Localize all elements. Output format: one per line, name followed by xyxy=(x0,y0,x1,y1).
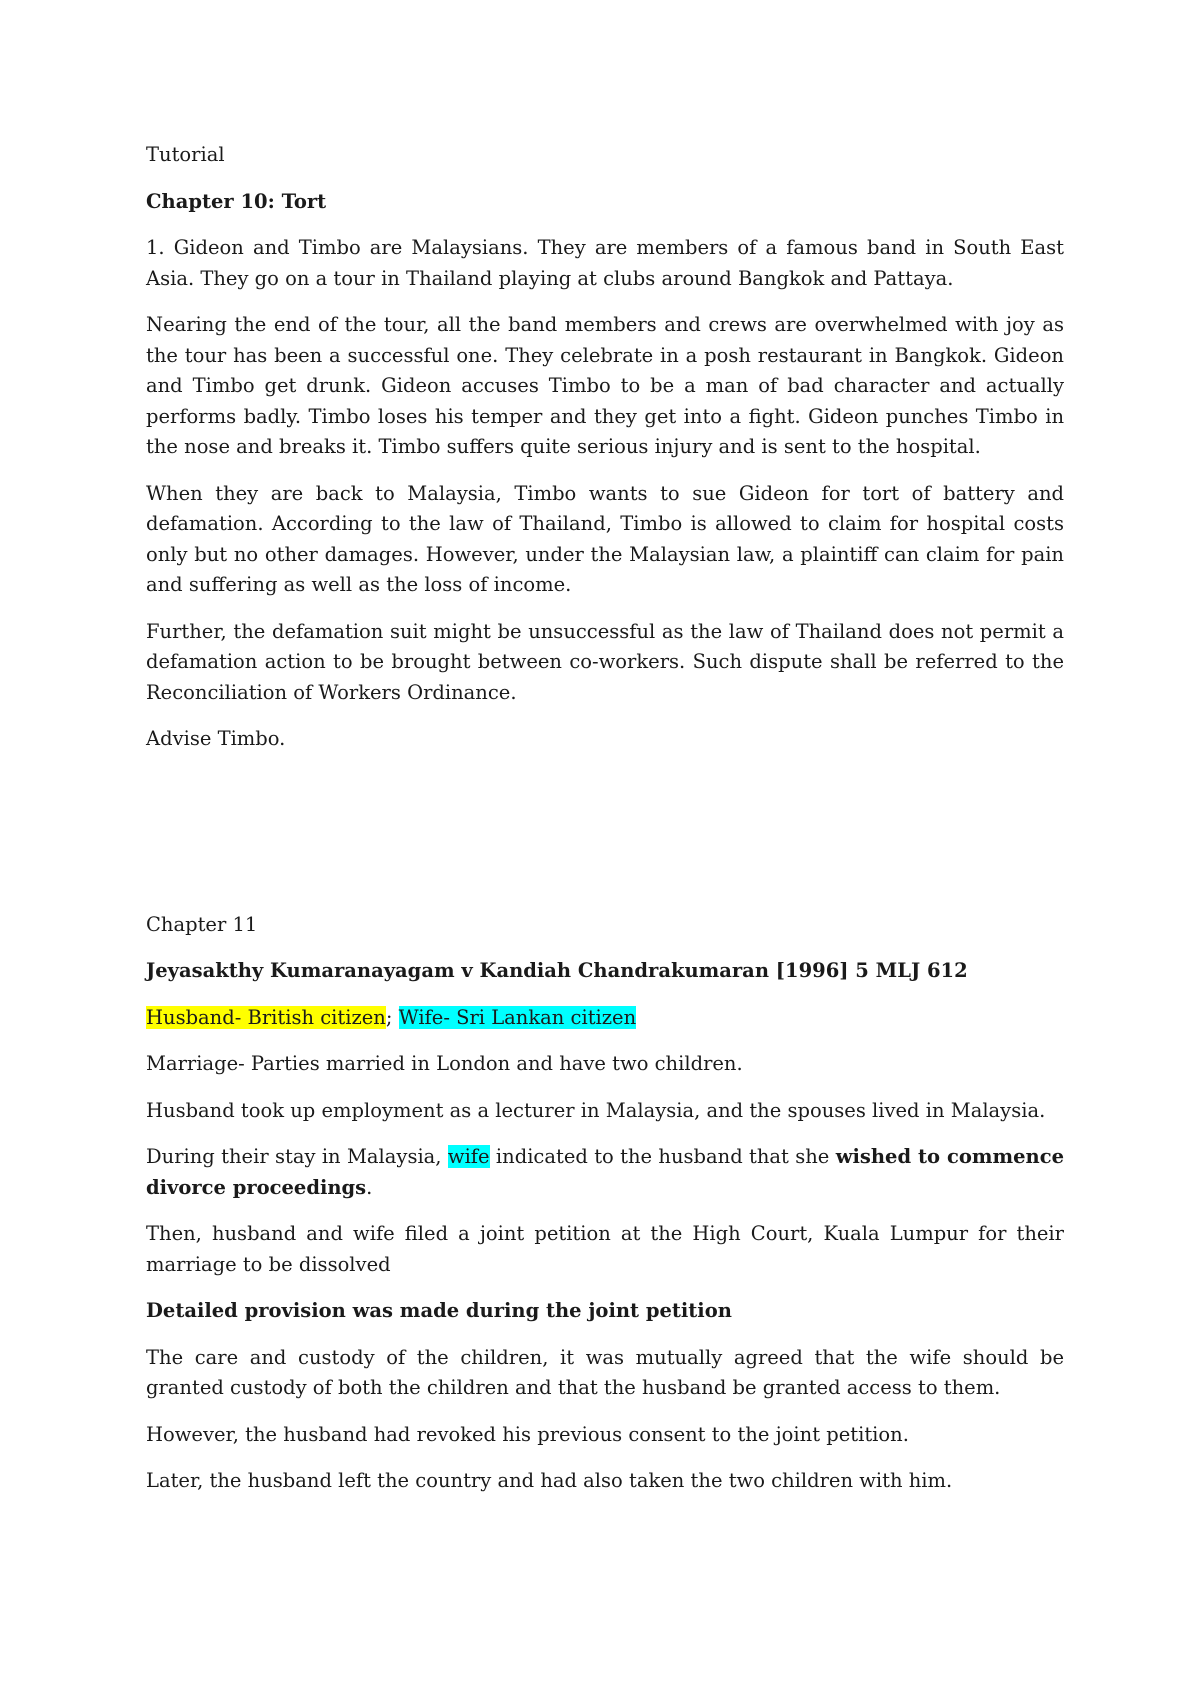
divorce-intent-middle: indicated to the husband that she xyxy=(495,1145,830,1168)
provision-heading: Detailed provision was made during the joint petition xyxy=(146,1299,732,1322)
chapter-11-heading: Chapter 11 xyxy=(146,912,258,936)
divorce-intent-prefix: During their stay in Malaysia, xyxy=(146,1145,442,1168)
parties-line xyxy=(146,1003,1064,1034)
marriage-fact: Marriage- Parties married in London and have two children. xyxy=(146,1052,743,1075)
employment-fact: Husband took up employment as a lecturer in Malaysia, and the spouses lived in Malaysia. xyxy=(146,1098,1046,1122)
section-gap xyxy=(146,771,1064,910)
joint-petition-fact: Then, husband and wife filed a joint petition at the High Court, Kuala Lumpur for their marriage to be dissolved xyxy=(146,1222,1064,1276)
tutorial-heading: Tutorial xyxy=(146,143,225,166)
chapter-10-title: Chapter 10: Tort xyxy=(146,189,327,213)
custody-fact: The care and custody of the children, it was mutually agreed that the wife should be granted custody of both the children and that the husband be granted access to them. xyxy=(146,1345,1064,1399)
left-country-fact: Later, the husband left the country and had also taken the two children with him. xyxy=(146,1469,953,1492)
wife-highlight: wife xyxy=(447,1145,490,1168)
divorce-intent-bold: wished to commence divorce proceedings xyxy=(146,1145,1064,1199)
case-title: Jeyasakthy Kumaranayagam v Kandiah Chandrakumaran [1996] 5 MLJ 612 xyxy=(146,959,968,982)
question-1-paragraph-4: Further, the defamation suit might be unsuccessful as the law of Thailand does not permit a defamation action to be brought between co-workers. Such dispute shall be referred to the Reconciliation of Workers Ordinance. xyxy=(146,619,1064,704)
revoked-consent-fact: However, the husband had revoked his previous consent to the joint petition. xyxy=(146,1422,909,1446)
question-1-paragraph-2: Nearing the end of the tour, all the band members and crews are overwhelmed with joy as the tour has been a successful one. They celebrate in a posh restaurant in Bangkok. Gideon and Timbo get drunk. Gideon accuses Timbo to be a man of bad character and actually performs badly. Timbo loses his temper and they get into a fight. Gideon punches Timbo in the nose and breaks it. Timbo suffers quite serious injury and is sent to the hospital. xyxy=(146,313,1064,458)
divorce-intent-paragraph xyxy=(146,1142,1064,1203)
divorce-intent-end: . xyxy=(366,1175,373,1199)
question-1-paragraph-1: 1. Gideon and Timbo are Malaysians. They are members of a famous band in South East Asia. They go on a tour in Thailand playing at clubs around Bangkok and Pattaya. xyxy=(146,236,1064,290)
document-page xyxy=(146,140,1064,1513)
wife-citizenship-highlight: Wife- Sri Lankan citizen xyxy=(398,1005,637,1029)
husband-citizenship-highlight: Husband- British citizen xyxy=(146,1005,386,1029)
question-1-paragraph-3: When they are back to Malaysia, Timbo wants to sue Gideon for tort of battery and defamation. According to the law of Thailand, Timbo is allowed to claim for hospital costs only but no other damages. However, under the Malaysian law, a plaintiff can claim for pain and suffering as well as the loss of income. xyxy=(146,481,1064,596)
parties-separator: ; xyxy=(385,1005,393,1029)
question-1-instruction: Advise Timbo. xyxy=(146,727,286,750)
